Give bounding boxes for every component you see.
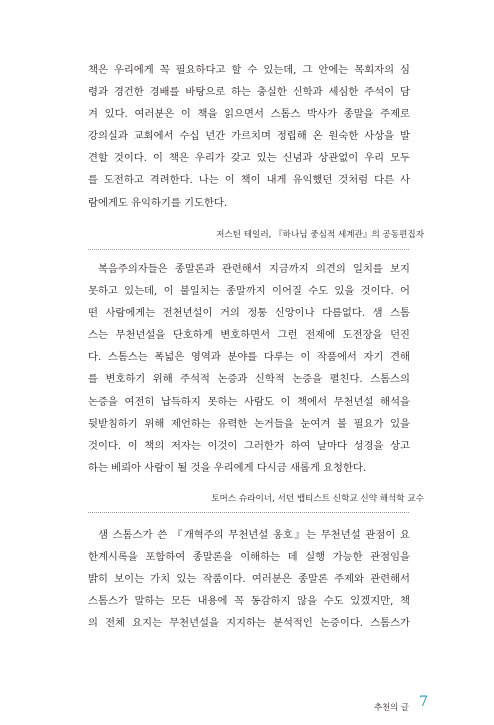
page-number: 7 <box>419 694 428 710</box>
text-line: 것이다. 이 책의 저자는 이것이 그러한가 하여 날마다 성경을 상고 <box>88 439 410 452</box>
paragraph <box>88 258 410 479</box>
text-line: 겨 있다. 여러분은 이 책을 읽으면서 스톰스 박사가 종말을 주제로 <box>88 108 410 121</box>
text-line: 책은 우리에게 꼭 필요하다고 할 수 있는데, 그 안에는 목회자의 심 <box>88 64 410 76</box>
text-line: 를 변호하기 위해 주석적 논증과 신학적 논증을 펼친다. 스톰스의 <box>88 373 410 386</box>
endorsement-2-attribution: 토머스 슈라이너, 서던 뱁티스트 신학교 신약 해석학 교수 <box>211 494 424 504</box>
text-line: 령과 경건한 경배를 바탕으로 하는 충실한 신학과 세심한 주석이 담 <box>88 86 410 99</box>
text-line: 복음주의자들은 종말론과 관련해서 지금까지 의견의 일치를 보지 <box>98 263 410 275</box>
text-line: 견할 것이다. 이 책은 우리가 갖고 있는 신념과 상관없이 우리 모두 <box>88 152 410 165</box>
text-line: 논증을 여전히 납득하지 못하는 사람도 이 책에서 무천년설 해석을 <box>88 395 410 408</box>
endorsement-1-attribution: 저스틴 테일러, 『하나님 중심적 세계관』의 공동편집자 <box>216 230 424 240</box>
text-line: 람에게도 유익하기를 기도한다. <box>88 196 228 209</box>
paragraph <box>88 59 410 214</box>
endorsement-1-text <box>88 59 410 214</box>
paragraph <box>88 524 410 634</box>
text-line: 뒷받침하기 위해 제언하는 유력한 논거들을 눈여겨 볼 필요가 있을 <box>88 417 410 430</box>
text-line: 스톰스가 말하는 모든 내용에 꼭 동감하지 않을 수도 있겠지만, 책 <box>88 595 410 608</box>
divider <box>88 512 409 513</box>
text-line: 를 도전하고 격려한다. 나는 이 책이 내게 유익했던 것처럼 다른 사 <box>88 174 410 187</box>
text-line: 밝히 보이는 가치 있는 작품이다. 여러분은 종말론 주제와 관련해서 <box>88 573 410 586</box>
text-line: 스는 무천년설을 단호하게 변호하면서 그런 전제에 도전장을 던진 <box>88 329 410 342</box>
text-line: 의 전체 요지는 무천년설을 지지하는 분석적인 논증이다. 스톰스가 <box>88 617 410 630</box>
text-line: 하는 베뢰아 사람이 될 것을 우리에게 다시금 새롭게 요청한다. <box>88 461 367 474</box>
endorsement-2-text <box>88 258 410 479</box>
text-line: 한계시록을 포함하여 종말론을 이해하는 데 실행 가능한 관점임을 <box>88 551 410 564</box>
text-line: 떤 사람에게는 전천년설이 거의 정통 신앙이나 다름없다. 샘 스톰 <box>88 307 410 320</box>
endorsement-3-text <box>88 524 410 634</box>
section-label: 추천의 글 <box>373 702 409 712</box>
divider <box>88 249 409 250</box>
text-line: 샘 스톰스가 쓴 『개혁주의 무천년설 옹호』는 무천년설 관점이 요 <box>98 529 410 541</box>
text-line: 강의실과 교회에서 수십 년간 가르치며 정립해 온 원숙한 사상을 발 <box>88 130 410 143</box>
text-line: 못하고 있는데, 이 불일치는 종말까지 이어질 수도 있을 것이다. 어 <box>88 285 410 298</box>
text-line: 다. 스톰스는 폭넓은 영역과 분야를 다루는 이 작품에서 자기 견해 <box>88 351 410 364</box>
